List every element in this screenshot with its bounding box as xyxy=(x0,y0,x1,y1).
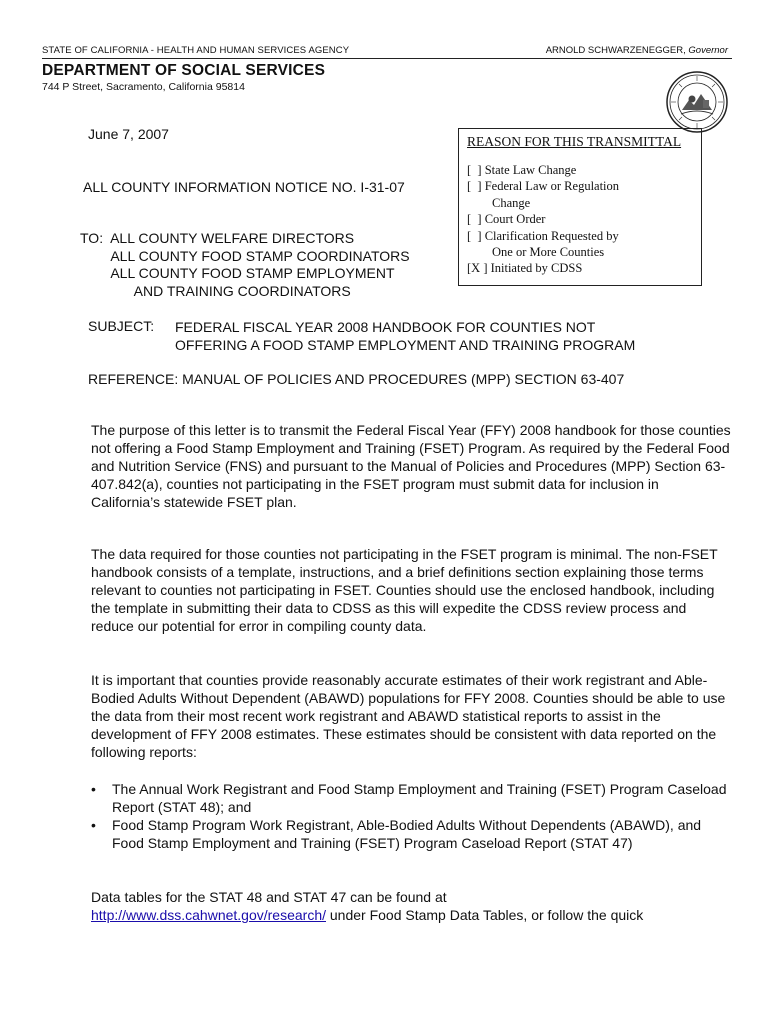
subject-line: OFFERING A FOOD STAMP EMPLOYMENT AND TRAINING PROGRAM xyxy=(175,337,636,353)
body-paragraph-estimates: It is important that counties provide reasonably accurate estimates of their work registrant and Able-Bodied Adults Without Dependent (ABAWD) populations for FFY 2008. Counties should be able to use the data from their most recent work registrant and ABAWD statistical reports to assist in the development of FFY 2008 estimates. These estimates should be consistent with data reported on the following reports: xyxy=(91,672,726,760)
recipient-line: ALL COUNTY FOOD STAMP EMPLOYMENT xyxy=(80,265,395,281)
data-tables-rest: under Food Stamp Data Tables, or follow the quick xyxy=(326,907,644,923)
department-name: DEPARTMENT OF SOCIAL SERVICES xyxy=(42,62,326,79)
list-item-text: Food Stamp Program Work Registrant, Able-Bodied Adults Without Dependents (ABAWD), and Food Stamp Employment and Training (FSET) Program Caseload Report (STAT 47) xyxy=(112,817,702,851)
transmittal-option: [X ] Initiated by CDSS xyxy=(467,261,583,276)
subject-label: SUBJECT: xyxy=(88,318,155,334)
list-item-text: The Annual Work Registrant and Food Stamp Employment and Training (FSET) Program Caseload Report (STAT 48); and xyxy=(112,781,727,815)
state-seal-icon xyxy=(665,70,729,134)
transmittal-reason-box xyxy=(458,128,702,286)
research-link[interactable]: http://www.dss.cahwnet.gov/research/ xyxy=(91,907,326,923)
data-tables-line: Data tables for the STAT 48 and STAT 47 can be found at xyxy=(91,889,447,905)
reference-line: REFERENCE: MANUAL OF POLICIES AND PROCEDURES (MPP) SECTION 63-407 xyxy=(88,371,625,387)
notice-number: ALL COUNTY INFORMATION NOTICE NO. I-31-07 xyxy=(83,179,405,195)
governor-title: Governor xyxy=(688,45,728,56)
reports-list xyxy=(91,780,731,852)
list-item xyxy=(91,816,731,852)
body-paragraph-data: The data required for those counties not participating in the FSET program is minimal. The non-FSET handbook consists of a template, instructions, and a brief definitions section explaining those terms relevant to counties not participating in FSET. Counties should use the enclosed handbook, including the template in submitting their data to CDSS as this will expedite the CDSS review process and reduce our potential for error in compiling county data. xyxy=(91,546,718,634)
data-tables-line-2 xyxy=(91,906,731,924)
agency-header: STATE OF CALIFORNIA - HEALTH AND HUMAN SERVICES AGENCY xyxy=(42,45,350,56)
letter-date: June 7, 2007 xyxy=(88,126,169,142)
header-rule xyxy=(42,58,732,59)
governor-header xyxy=(546,45,728,56)
governor-name: ARNOLD SCHWARZENEGGER, xyxy=(545,45,689,56)
transmittal-option: [ ] Federal Law or Regulation xyxy=(467,179,620,194)
transmittal-option: [ ] Clarification Requested by xyxy=(467,228,619,243)
body-paragraph-data-tables xyxy=(91,888,731,924)
department-address: 744 P Street, Sacramento, California 95814 xyxy=(42,81,245,93)
transmittal-option: One or More Counties xyxy=(467,245,605,260)
list-item xyxy=(91,780,731,816)
transmittal-option: [ ] State Law Change xyxy=(467,163,577,177)
bullet-icon: • xyxy=(91,781,96,797)
transmittal-option: [ ] Court Order xyxy=(467,212,546,227)
subject-line: FEDERAL FISCAL YEAR 2008 HANDBOOK FOR COUNTIES NOT xyxy=(175,319,596,335)
body-paragraph-purpose: The purpose of this letter is to transmit the Federal Fiscal Year (FFY) 2008 handbook for those counties not offering a Food Stamp Employment and Training (FSET) Program. As required by the Federal Food and Nutrition Service (FNS) and pursuant to the Manual of Policies and Procedures (MPP) Section 63-407.842(a), counties not participating in the FSET program must submit data for inclusion in California’s statewide FSET plan. xyxy=(91,422,731,510)
recipients-block xyxy=(80,230,410,300)
subject-text xyxy=(175,318,635,354)
recipient-line: TO: ALL COUNTY WELFARE DIRECTORS xyxy=(80,230,355,246)
recipient-line: AND TRAINING COORDINATORS xyxy=(80,282,351,299)
bullet-icon: • xyxy=(91,817,96,833)
transmittal-option: Change xyxy=(467,195,531,210)
recipient-line: ALL COUNTY FOOD STAMP COORDINATORS xyxy=(80,247,410,264)
transmittal-heading: REASON FOR THIS TRANSMITTAL xyxy=(467,134,682,149)
